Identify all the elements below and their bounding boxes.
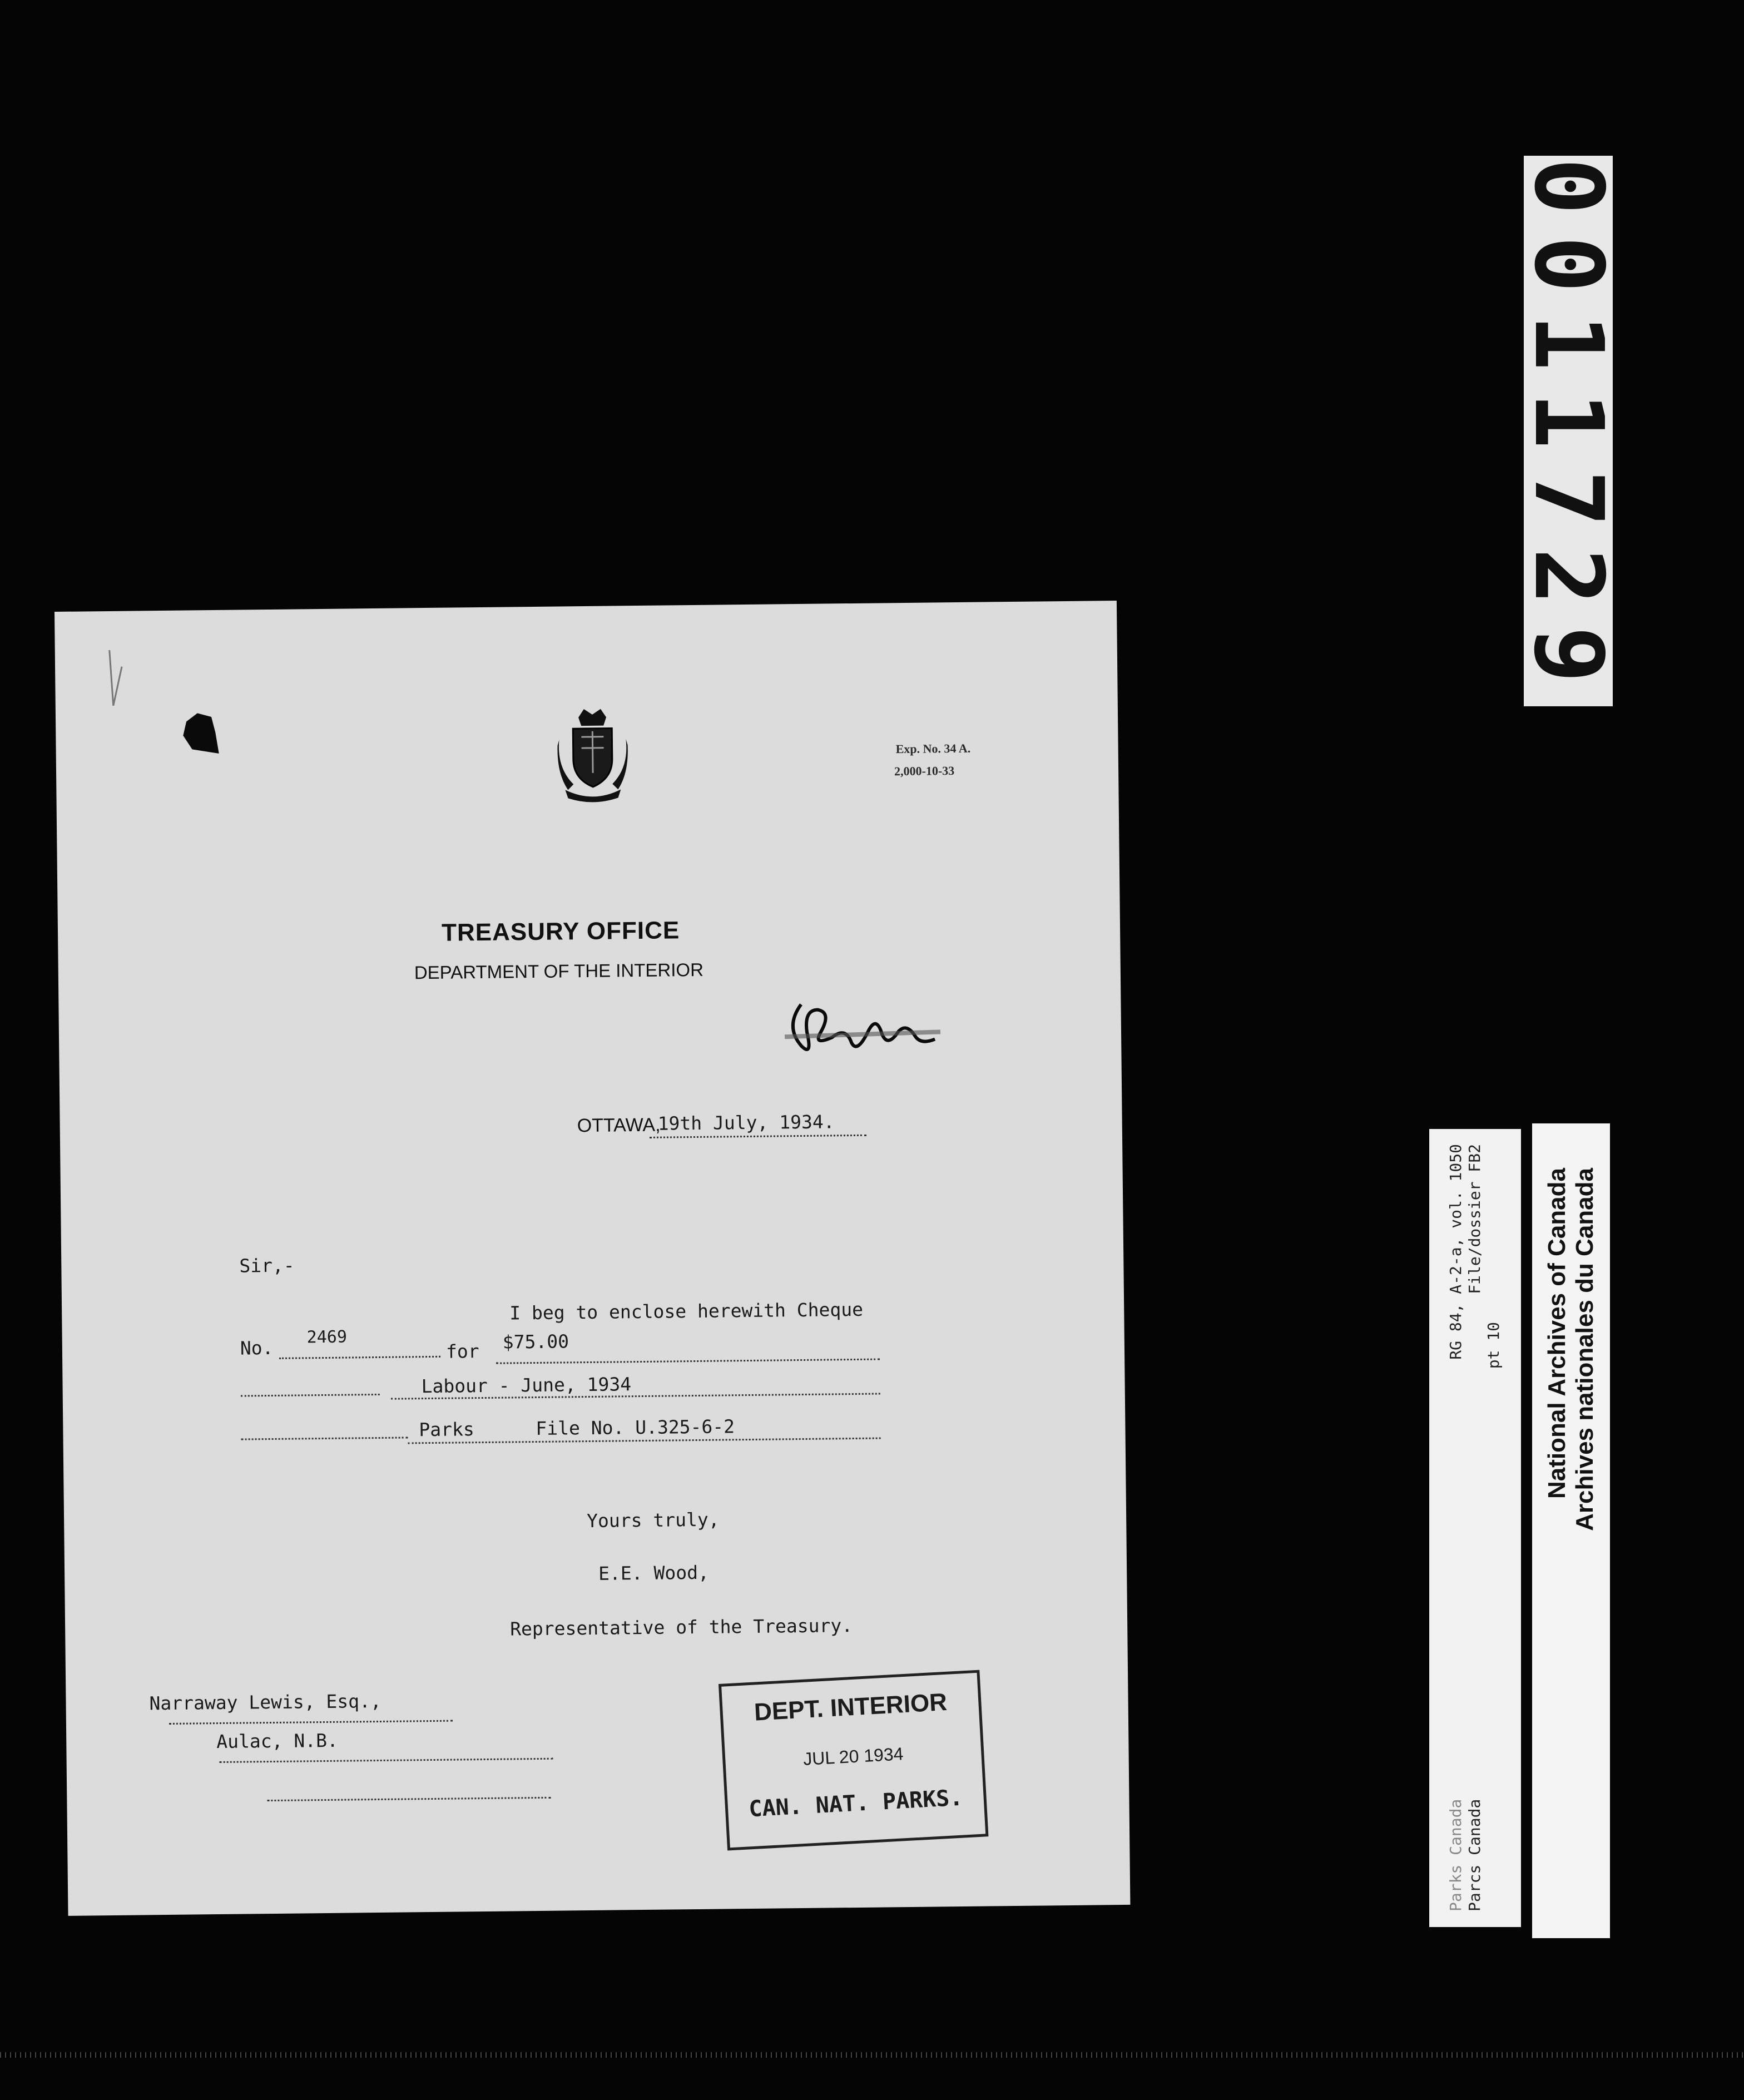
archive-reference: RG 84, A-2-a, vol. 1050 (1446, 1144, 1465, 1360)
cheque-no-rule (279, 1356, 440, 1359)
agency-en: Parks Canada (1446, 1799, 1465, 1911)
handwritten-signature (779, 992, 946, 1071)
archive-file: File/dossier FB2 (1465, 1144, 1484, 1294)
no-label: No. (240, 1336, 274, 1359)
coat-of-arms-icon (556, 706, 630, 804)
file-rule (408, 1438, 881, 1444)
stamp-branch: CAN. NAT. PARKS. (748, 1785, 964, 1822)
frame-number: 0011729 (1513, 157, 1623, 705)
dateline-place: OTTAWA, (577, 1114, 661, 1137)
salutation: Sir,- (239, 1254, 295, 1277)
date-dotted-rule (650, 1135, 866, 1138)
letter-opening: I beg to enclose herewith Cheque (509, 1298, 864, 1324)
closing: Yours truly, (586, 1508, 720, 1532)
cheque-number: 2469 (306, 1327, 348, 1348)
agency-fr: Parcs Canada (1465, 1799, 1484, 1911)
stamp-date: JUL 20 1934 (802, 1744, 904, 1769)
letter-sheet (54, 601, 1130, 1916)
addressee-name: Narraway Lewis, Esq., (149, 1690, 382, 1715)
description-lead-rule (241, 1394, 380, 1397)
file-number: File No. U.325-6-2 (536, 1415, 735, 1440)
stamp-department: DEPT. INTERIOR (753, 1688, 948, 1726)
archives-name-card (1532, 1123, 1610, 1938)
archives-name-fr: Archives nationales du Canada (1571, 1168, 1598, 1531)
addressee-extra-rule (267, 1797, 551, 1801)
pencil-mark (105, 645, 128, 711)
addressee-place-rule (220, 1758, 553, 1763)
office-title: TREASURY OFFICE (441, 917, 680, 947)
archives-name-en: National Archives of Canada (1543, 1168, 1570, 1499)
department-name: DEPARTMENT OF THE INTERIOR (414, 959, 704, 983)
ink-blot (181, 710, 220, 756)
amount-rule (496, 1359, 880, 1364)
archive-part: pt 10 (1484, 1322, 1503, 1369)
payment-description: Labour - June, 1934 (421, 1373, 632, 1398)
archive-reference-card (1429, 1129, 1521, 1927)
for-label: for (445, 1340, 479, 1363)
frame-number-strip (1513, 156, 1623, 706)
received-stamp (719, 1670, 989, 1851)
film-edge-grain (0, 2052, 1744, 2058)
form-number: Exp. No. 34 A. (895, 741, 971, 756)
signatory-title: Representative of the Treasury. (509, 1614, 853, 1640)
form-print-run: 2,000-10-33 (894, 764, 955, 779)
addressee-place: Aulac, N.B. (216, 1729, 339, 1753)
signatory-name: E.E. Wood, (598, 1561, 710, 1584)
parks-lead-rule (241, 1437, 408, 1440)
parks-label: Parks (419, 1418, 474, 1441)
addressee-name-rule (169, 1720, 453, 1725)
dateline-date: 19th July, 1934. (657, 1111, 835, 1135)
cheque-amount: $75.00 (502, 1330, 569, 1353)
